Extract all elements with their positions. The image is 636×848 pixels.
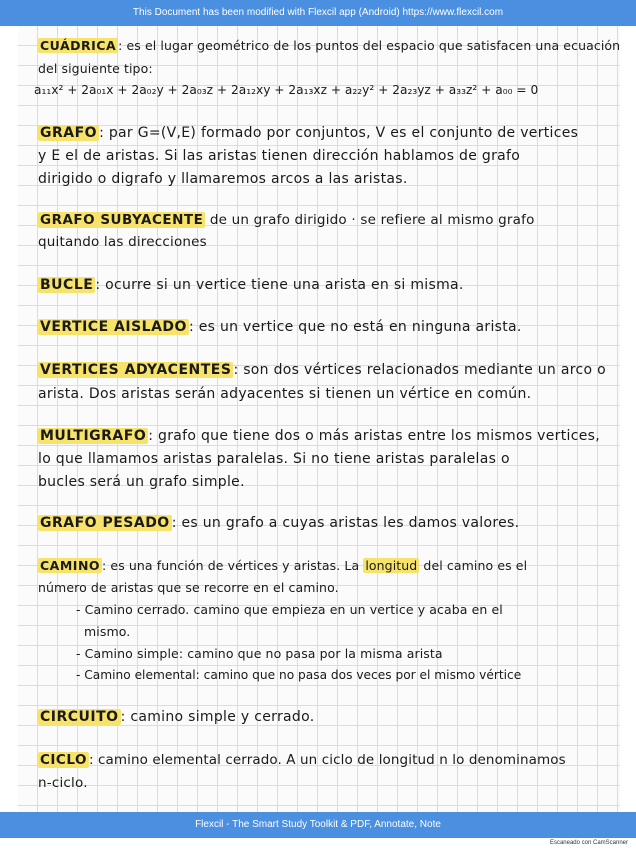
camino-item-cerrado: - Camino cerrado. camino que empieza en un vertice y acaba en el bbox=[76, 602, 503, 617]
camino-term: CAMINO bbox=[40, 558, 101, 573]
adyacentes-term: VERTICES ADYACENTES bbox=[40, 362, 232, 378]
circuito-line bbox=[38, 709, 314, 725]
grafo-def-1: : par G=(V,E) formado por conjuntos, V es el conjunto de vertices bbox=[99, 125, 579, 141]
pesado-line bbox=[38, 515, 519, 531]
camino-def-1a: : es una función de vértices y aristas. La bbox=[102, 558, 364, 573]
bucle-line bbox=[38, 277, 464, 293]
multigrafo-def-2: lo que llamamos aristas paralelas. Si no tiene aristas paralelas o bbox=[38, 451, 510, 467]
flexcil-top-banner: This Document has been modified with Flexcil app (Android) https://www.flexcil.com bbox=[0, 0, 636, 26]
subyacente-def-1: de un grafo dirigido · se refiere al mismo grafo bbox=[205, 212, 535, 228]
adyacentes-line-1 bbox=[38, 362, 606, 378]
grid-paper bbox=[18, 26, 620, 812]
pesado-def: : es un grafo a cuyas aristas les damos valores. bbox=[171, 515, 520, 531]
ciclo-def-2: n-ciclo. bbox=[38, 775, 88, 791]
cuadrica-equation: a₁₁x² + 2a₀₁x + 2a₀₂y + 2a₀₃z + 2a₁₂xy + 2a₁₃xz + a₂₂y² + 2a₂₃yz + a₃₃z² + a₀₀ = 0 bbox=[34, 83, 539, 97]
camino-def-2: número de aristas que se recorre en el camino. bbox=[38, 580, 339, 595]
cuadrica-term: CUÁDRICA bbox=[40, 38, 117, 53]
bucle-def: : ocurre si un vertice tiene una arista en si misma. bbox=[95, 277, 464, 293]
camscanner-watermark: Escaneado con CamScanner bbox=[549, 840, 628, 846]
cuadrica-def-1: : es el lugar geométrico de los puntos del espacio que satisfacen una ecuación bbox=[118, 38, 621, 53]
aislado-term: VERTICE AISLADO bbox=[40, 319, 187, 335]
adyacentes-def-1: : son dos vértices relacionados mediante un arco o bbox=[233, 362, 606, 378]
ciclo-term: CICLO bbox=[40, 752, 87, 768]
grafo-term: GRAFO bbox=[40, 125, 98, 141]
ciclo-line-1 bbox=[38, 752, 566, 768]
aislado-line bbox=[38, 319, 522, 335]
camino-def-1b: del camino es el bbox=[419, 558, 528, 573]
grafo-def-3: dirigido o digrafo y llamaremos arcos a las aristas. bbox=[38, 171, 408, 187]
bucle-term: BUCLE bbox=[40, 277, 94, 293]
cuadrica-def-2: del siguiente tipo: bbox=[38, 61, 153, 76]
multigrafo-term: MULTIGRAFO bbox=[40, 428, 147, 444]
multigrafo-def-3: bucles será un grafo simple. bbox=[38, 474, 245, 490]
grafo-def-2: y E el de aristas. Si las aristas tienen dirección hablamos de grafo bbox=[38, 148, 521, 164]
circuito-def: : camino simple y cerrado. bbox=[120, 709, 315, 725]
pesado-term: GRAFO PESADO bbox=[40, 515, 170, 531]
cuadrica-line-1 bbox=[38, 38, 620, 53]
subyacente-term: GRAFO SUBYACENTE bbox=[40, 212, 204, 228]
camino-longitud-highlight: longitud bbox=[365, 558, 418, 573]
camino-item-simple: - Camino simple: camino que no pasa por la misma arista bbox=[76, 646, 443, 661]
ciclo-def-1: : camino elemental cerrado. A un ciclo de longitud n lo denominamos bbox=[88, 752, 566, 768]
adyacentes-def-2: arista. Dos aristas serán adyacentes si tienen un vértice en común. bbox=[38, 386, 532, 402]
multigrafo-line-1 bbox=[38, 428, 600, 444]
camino-item-elemental: - Camino elemental: camino que no pasa dos veces por el mismo vértice bbox=[76, 668, 522, 682]
grafo-line-1 bbox=[38, 125, 578, 141]
multigrafo-def-1: : grafo que tiene dos o más aristas entre los mismos vertices, bbox=[148, 428, 600, 444]
circuito-term: CIRCUITO bbox=[40, 709, 119, 725]
camino-line-1 bbox=[38, 558, 527, 573]
camino-item-cerrado-cont: mismo. bbox=[84, 624, 131, 639]
flexcil-bottom-banner: Flexcil - The Smart Study Toolkit & PDF, Annotate, Note bbox=[0, 812, 636, 838]
aislado-def: : es un vertice que no está en ninguna arista. bbox=[188, 319, 522, 335]
subyacente-line-1 bbox=[38, 212, 535, 228]
subyacente-def-2: quitando las direcciones bbox=[38, 234, 207, 250]
